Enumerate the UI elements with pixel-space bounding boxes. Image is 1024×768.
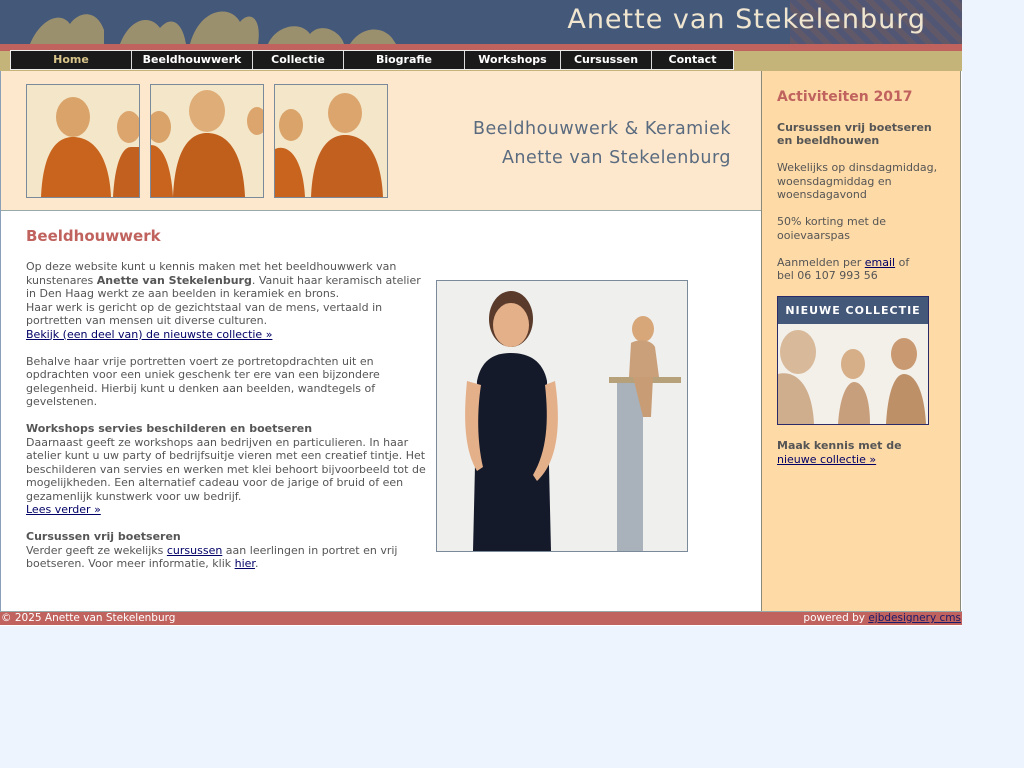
intro-text: Op deze website kunt u kennis maken met het beeldhouwwerk van kunstenares [26, 260, 397, 287]
nav-biografie[interactable]: Biografie [344, 51, 465, 69]
signup-label: Aanmelden per [777, 255, 865, 269]
page-title: Beeldhouwwerk [26, 227, 161, 245]
courses-text: Verder geeft ze wekelijks [26, 543, 167, 557]
courses-text-3: . [254, 557, 259, 570]
new-collection-link[interactable]: nieuwe collectie » [777, 452, 877, 466]
signup-or: of [895, 255, 910, 269]
phone-number: bel 06 107 993 56 [777, 269, 878, 282]
nav-collectie[interactable]: Collectie [253, 51, 344, 69]
course-title: Cursussen vrij boetseren en beeldhouwen [777, 120, 932, 147]
courses-heading: Cursussen vrij boetseren [26, 530, 181, 543]
nav-workshops[interactable]: Workshops [465, 51, 561, 69]
course-schedule: Wekelijks op dinsdagmiddag, woensdagmiddag en woensdagavond [777, 161, 938, 201]
courses-text-2: aan leerlingen in portret en vrij boetseren. Voor meer informatie, klik [26, 543, 398, 570]
nav-home[interactable]: Home [11, 51, 132, 69]
sculpture-thumbnail-1 [26, 84, 140, 198]
sculpture-thumbnail-2 [150, 84, 264, 198]
sculpture-thumbnail-3 [274, 84, 388, 198]
main-nav [10, 50, 734, 70]
nav-contact[interactable]: Contact [652, 51, 733, 69]
workshops-paragraph [26, 422, 426, 517]
read-more-link[interactable]: Lees verder » [26, 503, 101, 516]
banner [1, 71, 761, 211]
here-link[interactable]: hier [234, 557, 255, 570]
header [0, 0, 962, 44]
intro-text-3: Haar werk is gericht op de gezichtstaal van de mens, vertaald in portretten van mensen uit diverse culturen. [26, 300, 383, 327]
artist-photo [436, 280, 688, 552]
new-collection-label: NIEUWE COLLECTIE [778, 297, 928, 324]
footer [0, 611, 962, 625]
copyright: © 2025 Anette van Stekelenburg [1, 612, 176, 624]
intro-text-2: . Vanuit haar keramisch atelier in Den Haag werkt ze aan beelden in keramiek en brons. [26, 273, 421, 300]
kennis-title: Maak kennis met de [777, 439, 902, 452]
site-title: Anette van Stekelenburg [567, 4, 926, 35]
cms-link[interactable]: ejbdesignery cms [868, 612, 961, 624]
commission-paragraph: Behalve haar vrije portretten voert ze portretopdrachten uit en opdrachten voor een uniek geschenk ter ere van een bijzondere gelegenheid. Hierbij kunt u denken aan beelden, wandtegels of gevelstenen. [26, 354, 380, 408]
powered-by-label: powered by [803, 612, 869, 624]
new-collection-image [778, 324, 928, 424]
courses-paragraph [26, 530, 426, 571]
courses-link[interactable]: cursussen [166, 543, 223, 557]
discount-text: 50% korting met de ooievaarspas [777, 215, 887, 242]
workshops-heading: Workshops servies beschilderen en boetseren [26, 422, 313, 435]
intro-paragraph [26, 260, 426, 341]
nav-cursussen[interactable]: Cursussen [561, 51, 652, 69]
sidebar-heading: Activiteiten 2017 [777, 89, 913, 105]
email-link[interactable]: email [864, 255, 896, 269]
powered-by [803, 612, 961, 625]
sidebar [761, 71, 961, 611]
main-content [26, 226, 426, 584]
tagline-line-2: Anette van Stekelenburg [501, 148, 731, 168]
signup-text [777, 256, 950, 283]
new-collection-banner[interactable] [777, 296, 929, 425]
nav-beeldhouwwerk[interactable]: Beeldhouwwerk [132, 51, 253, 69]
banner-tagline [473, 115, 731, 173]
workshops-text: Daarnaast geeft ze workshops aan bedrijven en particulieren. In haar atelier kunt u uw party of bedrijfsuitje vieren met een creatief tintje. Het beschilderen van servies en werken met klei behoort bijvoorbeeld tot de mogelijkheden. Een alternatief cadeau voor de jarige of bruid of een gezamenlijk kunstwerk voor uw bedrijf. [26, 435, 426, 503]
tagline-line-1: Beeldhouwwerk & Keramiek [473, 119, 731, 139]
artist-name: Anette van Stekelenburg [96, 273, 252, 287]
header-decoration [0, 0, 420, 44]
view-collection-link[interactable]: Bekijk (een deel van) de nieuwste collectie » [26, 327, 273, 341]
